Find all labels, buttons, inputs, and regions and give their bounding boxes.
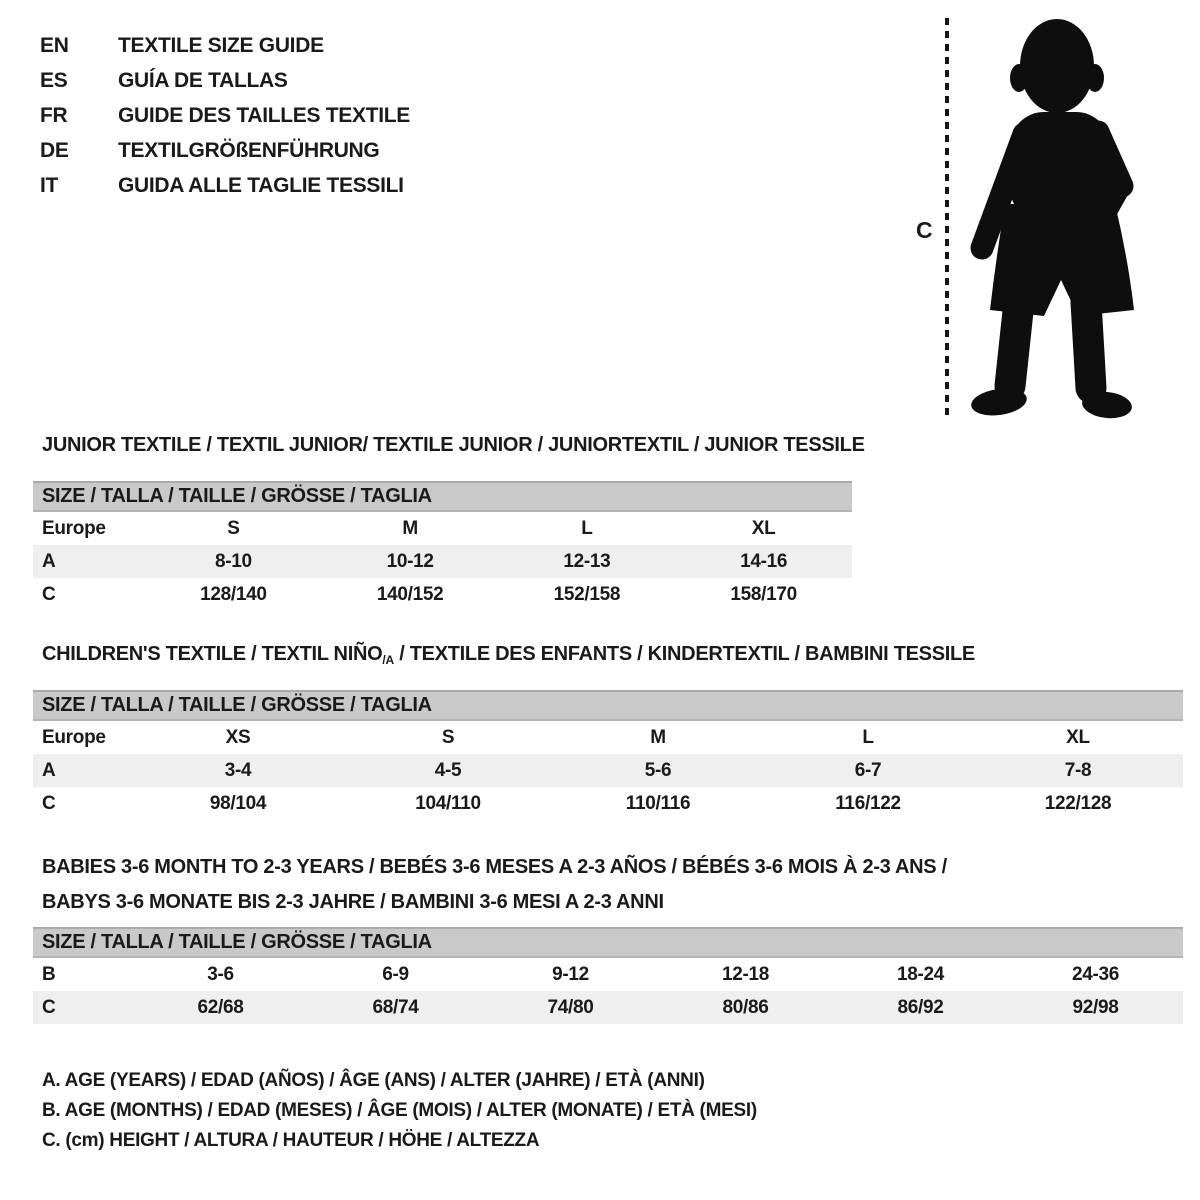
babies-title-line2: BABYS 3-6 MONATE BIS 2-3 JAHRE / BAMBINI 3-6 MESI A 2-3 ANNI <box>42 891 664 913</box>
table-row <box>33 721 1183 754</box>
children-section-title <box>42 643 975 667</box>
size-cell: XS <box>225 726 251 748</box>
children-title-part: CHILDREN'S TEXTILE / TEXTIL NIÑO <box>42 643 383 665</box>
legend-line-b: B. AGE (MONTHS) / EDAD (MESES) / ÂGE (MOIS) / ALTER (MONATE) / ETÀ (MESI) <box>42 1100 757 1121</box>
size-cell: 62/68 <box>197 996 244 1018</box>
language-code: EN <box>40 33 69 57</box>
row-label: Europe <box>42 726 106 748</box>
size-cell: 14-16 <box>740 550 788 572</box>
size-cell: M <box>650 726 666 748</box>
language-row-es <box>40 63 410 98</box>
size-cell: 6-7 <box>854 759 882 781</box>
height-measure-figure <box>900 0 1200 430</box>
size-cell: 10-12 <box>386 550 434 572</box>
row-label: A <box>42 550 56 572</box>
table-row <box>33 545 852 578</box>
table-row <box>33 754 1183 787</box>
language-title: GUÍA DE TALLAS <box>118 68 288 92</box>
size-header-text: SIZE / TALLA / TAILLE / GRÖSSE / TAGLIA <box>42 931 432 953</box>
size-cell: 104/110 <box>415 792 481 814</box>
measure-legend <box>42 1070 757 1160</box>
babies-size-table <box>33 927 1183 1024</box>
size-cell: 8-10 <box>214 550 252 572</box>
size-cell: XL <box>1066 726 1090 748</box>
children-size-table <box>33 690 1183 820</box>
size-cell: 68/74 <box>372 996 419 1018</box>
size-header-bar <box>33 481 852 512</box>
size-cell: 122/128 <box>1044 792 1112 814</box>
measure-c-label: C <box>916 217 933 243</box>
legend-line-c: C. (cm) HEIGHT / ALTURA / HAUTEUR / HÖHE / ALTEZZA <box>42 1130 540 1151</box>
language-title-list <box>40 28 410 203</box>
row-label: C <box>42 792 56 814</box>
size-cell: 9-12 <box>552 963 589 985</box>
size-cell: XL <box>751 517 776 539</box>
language-title: GUIDA ALLE TAGLIE TESSILI <box>118 173 404 197</box>
size-cell: 80/86 <box>722 996 769 1018</box>
size-cell: 6-9 <box>382 963 409 985</box>
children-title-part: / TEXTILE DES ENFANTS / KINDERTEXTIL / BAMBINI TESSILE <box>393 643 975 665</box>
size-cell: 12-18 <box>721 963 770 985</box>
language-title: GUIDE DES TAILLES TEXTILE <box>118 103 410 127</box>
table-row <box>33 991 1183 1024</box>
language-code: FR <box>40 103 68 127</box>
size-cell: S <box>441 726 455 748</box>
language-row-it <box>40 168 410 203</box>
language-row-en <box>40 28 410 63</box>
row-label: A <box>42 759 56 781</box>
size-cell: 98/104 <box>209 792 267 814</box>
babies-section-title <box>42 850 947 920</box>
junior-section-title: JUNIOR TEXTILE / TEXTIL JUNIOR/ TEXTILE JUNIOR / JUNIORTEXTIL / JUNIOR TESSILE <box>42 434 865 456</box>
row-label: Europe <box>42 517 106 539</box>
table-row <box>33 958 1183 991</box>
size-cell: 24-36 <box>1071 963 1120 985</box>
language-code: ES <box>40 68 68 92</box>
size-cell: 86/92 <box>897 996 944 1018</box>
junior-size-table <box>33 481 852 611</box>
language-row-fr <box>40 98 410 133</box>
height-dashed-line <box>945 18 949 415</box>
table-row <box>33 787 1183 820</box>
toddler-silhouette-image <box>964 14 1154 420</box>
size-cell: 128/140 <box>200 583 267 605</box>
row-label: C <box>42 996 56 1018</box>
size-cell: 5-6 <box>644 759 672 781</box>
size-cell: 12-13 <box>563 550 611 572</box>
language-title: TEXTILE SIZE GUIDE <box>118 33 324 57</box>
size-header-bar <box>33 690 1183 721</box>
size-cell: 152/158 <box>553 583 621 605</box>
language-code: DE <box>40 138 69 162</box>
size-cell: 3-6 <box>207 963 234 985</box>
size-cell: 4-5 <box>434 759 462 781</box>
legend-line-a: A. AGE (YEARS) / EDAD (AÑOS) / ÂGE (ANS) / ALTER (JAHRE) / ETÀ (ANNI) <box>42 1070 705 1091</box>
size-cell: 3-4 <box>224 759 252 781</box>
language-code: IT <box>40 173 59 197</box>
size-cell: 7-8 <box>1064 759 1092 781</box>
size-cell: 18-24 <box>896 963 945 985</box>
size-cell: 92/98 <box>1072 996 1119 1018</box>
table-row <box>33 512 852 545</box>
size-cell: M <box>402 517 418 539</box>
size-cell: 74/80 <box>547 996 594 1018</box>
size-cell: 110/116 <box>625 792 691 814</box>
size-cell: 158/170 <box>730 583 797 605</box>
size-cell: 140/152 <box>376 583 444 605</box>
row-label: B <box>42 963 56 985</box>
size-cell: L <box>581 517 593 539</box>
size-cell: L <box>862 726 874 748</box>
row-label: C <box>42 583 56 605</box>
size-header-bar <box>33 927 1183 958</box>
size-cell: S <box>227 517 240 539</box>
table-row <box>33 578 852 611</box>
size-header-text: SIZE / TALLA / TAILLE / GRÖSSE / TAGLIA <box>42 485 432 507</box>
babies-title-line1: BABIES 3-6 MONTH TO 2-3 YEARS / BEBÉS 3-6 MESES A 2-3 AÑOS / BÉBÉS 3-6 MOIS À 2-3 ANS / <box>42 856 947 878</box>
children-title-subscript: /A <box>382 653 394 667</box>
size-header-text: SIZE / TALLA / TAILLE / GRÖSSE / TAGLIA <box>42 694 432 716</box>
language-row-de <box>40 133 410 168</box>
language-title: TEXTILGRÖßENFÜHRUNG <box>118 138 380 162</box>
size-cell: 116/122 <box>835 792 901 814</box>
